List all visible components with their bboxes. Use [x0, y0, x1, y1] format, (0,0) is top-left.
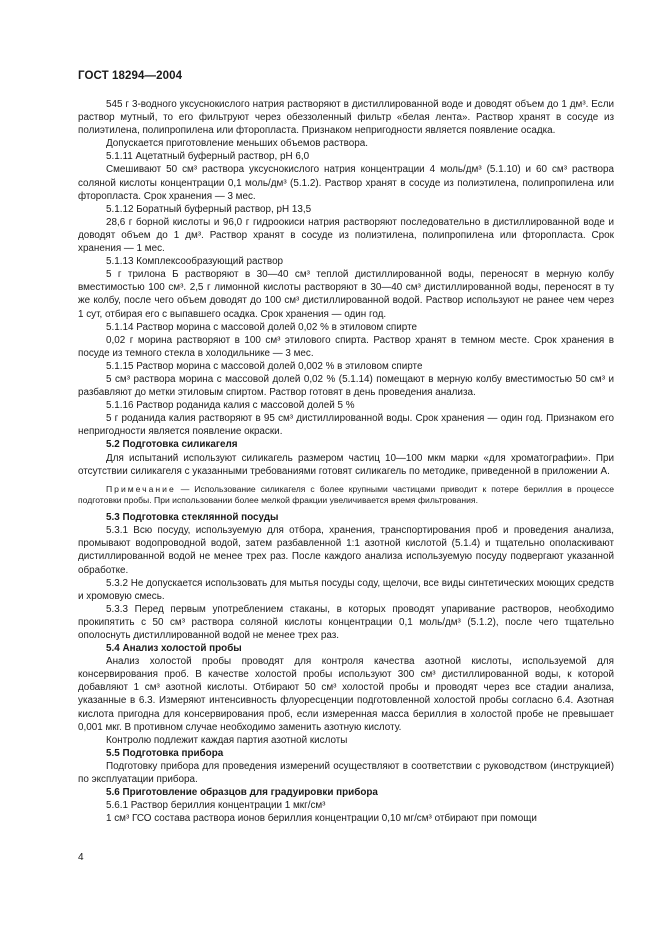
note-text: — Использование силикагеля с более крупными частицами приводит к потере бериллия в процессе подготовки пробы. При использовании более мелкой фракции увеличивается время фильтрования.	[78, 483, 614, 505]
document-header: ГОСТ 18294—2004	[78, 70, 183, 82]
note-label: Примечание	[106, 483, 176, 494]
body-paragraph: 28,6 г борной кислоты и 96,0 г гидроокиси натрия растворяют последовательно в дистиллированной воде и доводят объем до 1 дм³. Раствор хранят в сосуде из полиэтилена, полипропилена или фторопласта. Срок хранения — 1 мес.	[78, 216, 614, 255]
section-heading: 5.3 Подготовка стеклянной посуды	[106, 512, 279, 524]
body-paragraph: Для испытаний используют силикагель размером частиц 10—100 мкм марки «для хроматографии». При отсутствии силикагеля с указанными требованиями готовят силикагель по методике, приведенной в приложении А.	[78, 452, 614, 477]
body-paragraph: 5.1.14 Раствор морина с массовой долей 0,02 % в этиловом спирте	[106, 321, 417, 333]
body-paragraph: 5.1.16 Раствор роданида калия с массовой долей 5 %	[106, 400, 355, 412]
body-paragraph: 0,02 г морина растворяют в 100 см³ этилового спирта. Раствор хранят в темном месте. Срок хранения в посуде из темного стекла в холодильнике — 3 мес.	[78, 334, 614, 359]
body-paragraph: 545 г 3-водного уксуснокислого натрия растворяют в дистиллированной воде и доводят объем до 1 дм³. Если раствор мутный, то его фильтруют через обеззоленный фильтр «белая лента». Раствор хранят в сосуде из полиэтилена, полипропилена или фторопласта. Признаком непригодности является появление осадка.	[78, 99, 614, 137]
body-paragraph: 5 см³ раствора морина с массовой долей 0,02 % (5.1.14) помещают в мерную колбу вместимостью 50 см³ и разбавляют до метки этиловым спиртом. Раствор готовят в день проведения анализа.	[78, 373, 614, 399]
section-heading: 5.5 Подготовка прибора	[106, 747, 224, 759]
body-paragraph: 5 г роданида калия растворяют в 95 см³ дистиллированной воды. Срок хранения — один год. Признаком его непригодности является появление окраски.	[78, 413, 614, 438]
body-paragraph: Подготовку прибора для проведения измерений осуществляют в соответствии с руководством (инструкцией) по эксплуатации прибора.	[78, 760, 614, 785]
body-paragraph: 5.1.15 Раствор морина с массовой долей 0,002 % в этиловом спирте	[106, 360, 423, 372]
body-paragraph: 5.3.3 Перед первым употреблением стаканы, в которых проводят упаривание растворов, необходимо прокипятить с 50 см³ раствора соляной кислоты концентрации 0,1 моль/дм³ (5.1.2), после чего тщательно ополоснуть дистиллированной водой не менее трех раз.	[78, 603, 614, 641]
section-heading: 5.2 Подготовка силикагеля	[106, 439, 238, 451]
note-paragraph	[78, 484, 614, 506]
page-number: 4	[78, 852, 84, 863]
body-paragraph: 5.3.2 Не допускается использовать для мытья посуды соду, щелочи, все виды синтетических моющих средств и хромовую смесь.	[78, 577, 614, 602]
body-paragraph: 5.3.1 Всю посуду, используемую для отбора, хранения, транспортирования проб и проведения анализа, промывают водопроводной водой, затем разбавленной 1:1 азотной кислотой (5.1.4) и тщательно ополаскивают дистиллированной водой не менее трех раз. После каждого анализа используемую посуду подвергают указанной обработке.	[78, 525, 614, 576]
document-body	[78, 98, 614, 825]
body-paragraph: Анализ холостой пробы проводят для контроля качества азотной кислоты, используемой для консервирования проб. В качестве холостой пробы используют 300 см³ дистиллированной воды, к которой добавляют 1 см³ азотной кислоты. Отбирают 50 см³ холостой пробы и проводят через все стадии анализа, указанные в 6.3. Измеряют интенсивность флуоресценции подготовленной холостой пробы согласно 6.4. Азотная кислота пригодна для консервирования проб, если измеренная масса бериллия в холостой пробе не превышает 0,001 мкг. В противном случае необходимо заменить азотную кислоту.	[78, 656, 614, 733]
body-paragraph: 1 см³ ГСО состава раствора ионов бериллия концентрации 0,10 мг/см³ отбирают при помощи	[106, 813, 537, 825]
body-paragraph: 5.6.1 Раствор бериллия концентрации 1 мкг/см³	[106, 800, 326, 812]
body-paragraph: 5.1.13 Комплексообразующий раствор	[106, 256, 284, 268]
body-paragraph: 5.1.11 Ацетатный буферный раствор, pH 6,0	[106, 151, 310, 163]
section-heading: 5.6 Приготовление образцов для градуировки прибора	[106, 787, 378, 799]
body-paragraph: 5 г трилона Б растворяют в 30—40 см³ теплой дистиллированной воды, переносят в мерную колбу вместимостью 100 см³. 2,5 г лимонной кислоты растворяют в 30—40 см³ дистиллированной воды, переносят в ту же колбу, после чего объем доводят до 100 см³ дистиллированной водой. Раствор используют не ранее чем через 1 сут, отбирая его с выпавшего осадка. Срок хранения — один год.	[78, 269, 614, 320]
body-paragraph: Допускается приготовление меньших объемов раствора.	[106, 138, 368, 150]
body-paragraph: Смешивают 50 см³ раствора уксуснокислого натрия концентрации 4 моль/дм³ (5.1.10) и 60 см³ раствора соляной кислоты концентрации 0,1 моль/дм³ (5.1.2). Раствор хранят в сосуде из полиэтилена, полипропилена или фторопласта. Срок хранения — 3 мес.	[78, 164, 614, 202]
body-paragraph: 5.1.12 Боратный буферный раствор, pH 13,5	[106, 203, 312, 215]
body-paragraph: Контролю подлежит каждая партия азотной кислоты	[106, 734, 348, 746]
section-heading: 5.4 Анализ холостой пробы	[106, 643, 242, 655]
